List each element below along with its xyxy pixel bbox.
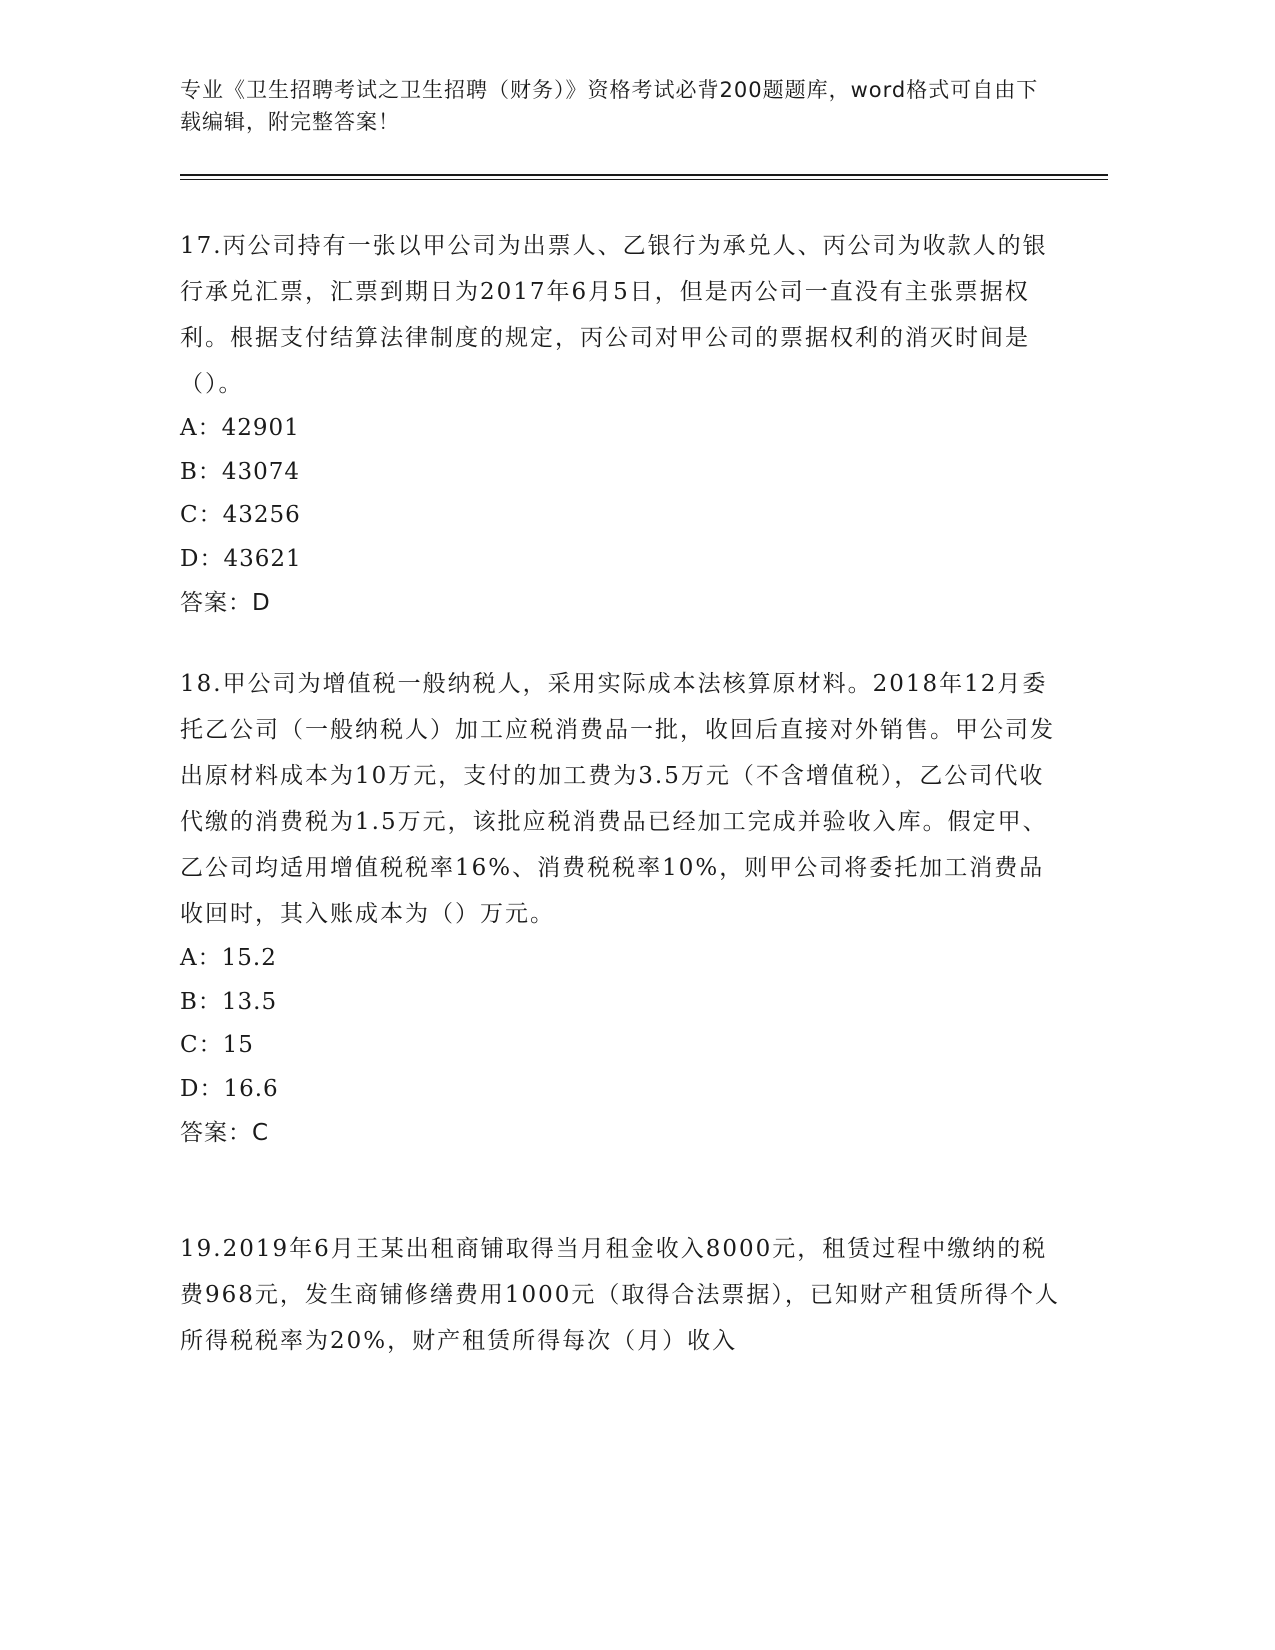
- header-divider-thin: [180, 179, 1108, 180]
- question-text: 18.甲公司为增值税一般纳税人，采用实际成本法核算原材料。2018年12月委托乙公司（一般纳税人）加工应税消费品一批，收回后直接对外销售。甲公司发出原材料成本为10万元，支付的加工费为3.5万元（不含增值税），乙公司代收代缴的消费税为1.5万元，该批应税消费品已经加工完成并验收入库。假定甲、乙公司均适用增值税税率16%、消费税税率10%，则甲公司将委托加工消费品收回时，其入账成本为（）万元。: [180, 671, 1055, 927]
- question-text: 17.丙公司持有一张以甲公司为出票人、乙银行为承兑人、丙公司为收款人的银行承兑汇票，汇票到期日为2017年6月5日，但是丙公司一直没有主张票据权利。根据支付结算法律制度的规定，丙公司对甲公司的票据权利的消灭时间是（）。: [180, 233, 1048, 397]
- answer-label: 答案：C: [180, 1120, 270, 1146]
- option-c: C：43256: [180, 502, 301, 528]
- header-divider-thick: [180, 174, 1108, 176]
- answer-label: 答案：D: [180, 590, 271, 616]
- question-17: [180, 223, 1060, 625]
- option-b: B：13.5: [180, 988, 278, 1015]
- option-b: B：43074: [180, 458, 301, 485]
- option-d: D：43621: [180, 545, 302, 572]
- option-a: A：15.2: [180, 945, 277, 971]
- option-a: A：42901: [180, 415, 300, 441]
- question-19: [180, 1226, 1060, 1364]
- option-d: D：16.6: [180, 1075, 279, 1102]
- option-c: C：15: [180, 1032, 254, 1058]
- question-text: 19.2019年6月王某出租商铺取得当月租金收入8000元，租赁过程中缴纳的税费968元，发生商铺修缮费用1000元（取得合法票据），已知财产租赁所得个人所得税税率为20%，财产租赁所得每次（月）收入: [180, 1236, 1060, 1354]
- question-18: [180, 661, 1060, 1155]
- document-header: 专业《卫生招聘考试之卫生招聘（财务）》资格考试必背200题题库，word格式可自由下载编辑，附完整答案！: [180, 78, 1039, 134]
